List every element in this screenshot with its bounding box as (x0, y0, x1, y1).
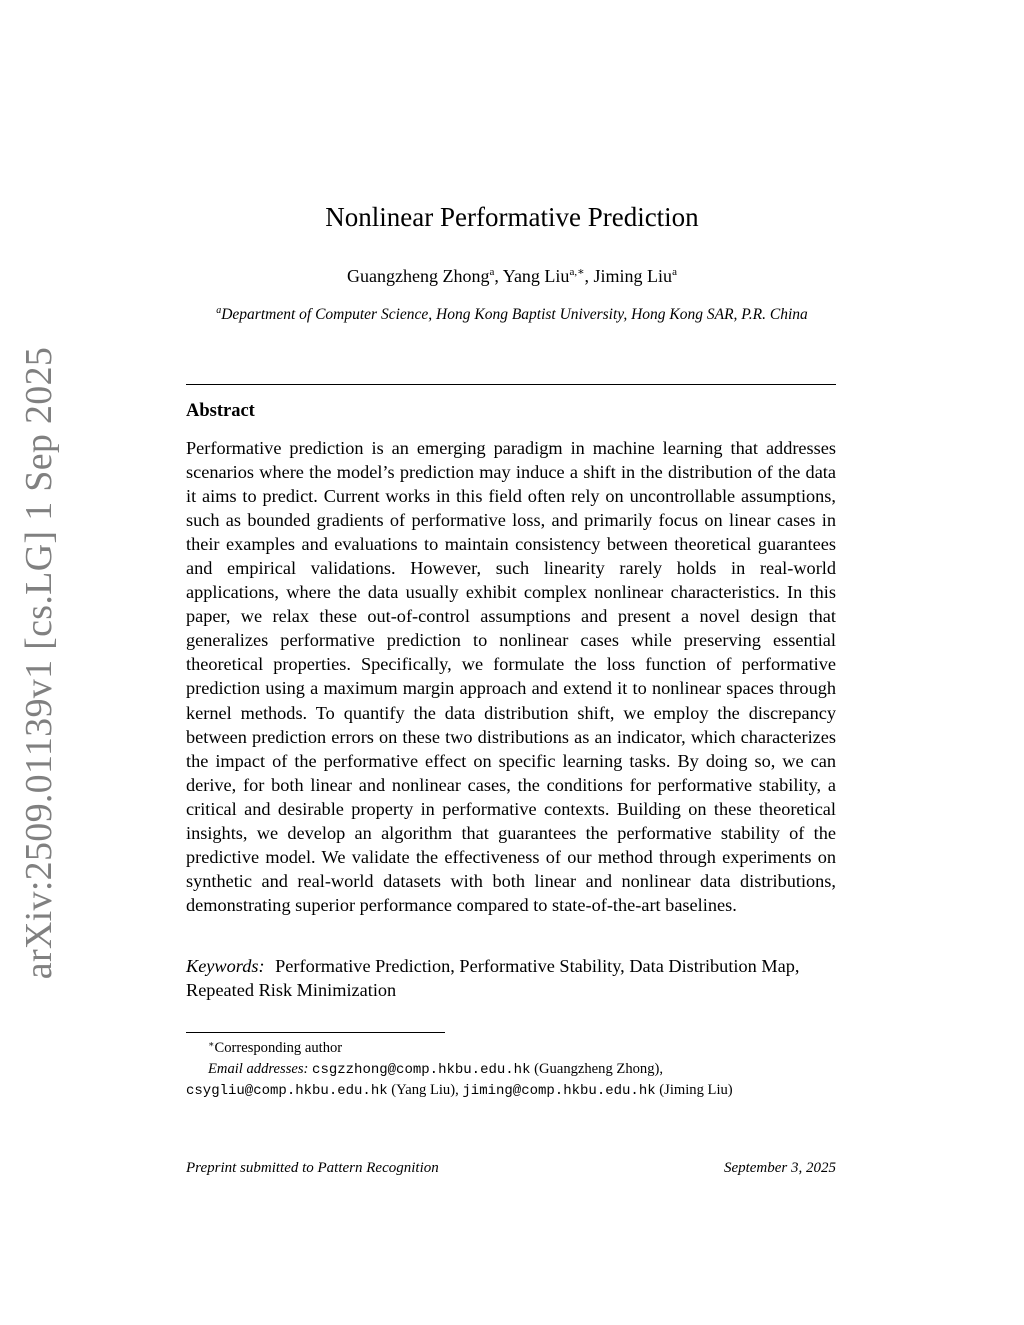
email-address: csygliu@comp.hkbu.edu.hk (186, 1083, 388, 1099)
email-owner: (Guangzheng Zhong), (534, 1060, 664, 1077)
author-affiliation-mark: a (489, 266, 495, 278)
author-name: Guangzheng Zhong (347, 266, 490, 286)
author-separator: , (494, 266, 503, 286)
email-owner: (Yang Liu), (391, 1082, 459, 1098)
abstract-body: Performative prediction is an emerging paradigm in machine learning that addresses scenarios where the model’s prediction may induce a shift in the distribution of the data it aims to predict. Current works in this field often rely on uncontrollable assumptions, such as bounded gradients of performative loss, and primarily focus on linear cases in their examples and evaluations to maintain consistency between theoretical guarantees and empirical validations. However, such linearity rarely holds in real-world applications, where the data usually exhibit complex nonlinear characteristics. In this paper, we relax these out-of-control assumptions and present a novel design that generalizes performative prediction to nonlinear cases while preserving essential theoretical properties. Specifically, we formulate the loss function of performative prediction using a maximum margin approach and extend it to nonlinear spaces through kernel methods. To quantify the data distribution shift, we employ the discrepancy between prediction errors on these two distributions as an indicator, which characterizes the impact of the performative effect on specific learning tasks. By doing so, we can derive, for both linear and nonlinear cases, the conditions for performative stability, a critical and desirable property in performative contexts. Building on these theoretical insights, we develop an algorithm that guarantees the performative stability of the predictive model. We validate the effectiveness of our method through experiments on synthetic and real-world datasets with both linear and nonlinear data distributions, demonstrating superior performance compared to state-of-the-art baselines. (186, 438, 836, 915)
abstract-heading: Abstract (186, 401, 255, 421)
keywords-text: Performative Prediction, Performative Stability, Data Distribution Map, Repeated Risk Minimization (186, 956, 800, 1000)
footnotes (186, 1038, 846, 1102)
footer-date: September 3, 2025 (723, 1160, 836, 1176)
keywords-label: Keywords: (186, 956, 265, 976)
email-address: jiming@comp.hkbu.edu.hk (462, 1083, 656, 1099)
arxiv-identifier-text: arXiv:2509.01139v1 [cs.LG] 1 Sep 2025 (18, 346, 61, 980)
abstract-top-rule (186, 384, 836, 385)
author-list (0, 266, 1024, 287)
email-line-2 (186, 1080, 846, 1102)
affiliation (0, 306, 1024, 324)
email-address: csgzzhong@comp.hkbu.edu.hk (312, 1061, 531, 1078)
corresponding-mark: ∗ (208, 1040, 215, 1050)
author-affiliation-mark: a (672, 266, 677, 278)
author-name: Yang Liu (502, 266, 570, 286)
corresponding-author-note (186, 1038, 846, 1059)
keywords (186, 954, 836, 1002)
footnote-rule (186, 1032, 445, 1033)
email-owner: (Jiming Liu) (659, 1082, 733, 1098)
corresponding-text: Corresponding author (214, 1040, 343, 1056)
author-separator: , (584, 266, 594, 286)
footer-submission-note: Preprint submitted to Pattern Recognition (186, 1160, 439, 1176)
author-affiliation-mark: a,∗ (569, 266, 585, 278)
author-name: Jiming Liu (593, 266, 673, 286)
affiliation-text: Department of Computer Science, Hong Kong Baptist University, Hong Kong SAR, P.R. China (221, 306, 808, 323)
affiliation-mark: a (216, 305, 222, 316)
email-line-1 (186, 1059, 846, 1081)
arxiv-identifier-stamp (4, 346, 74, 980)
paper-title: Nonlinear Performative Prediction (325, 202, 699, 232)
email-label: Email addresses: (208, 1060, 309, 1077)
